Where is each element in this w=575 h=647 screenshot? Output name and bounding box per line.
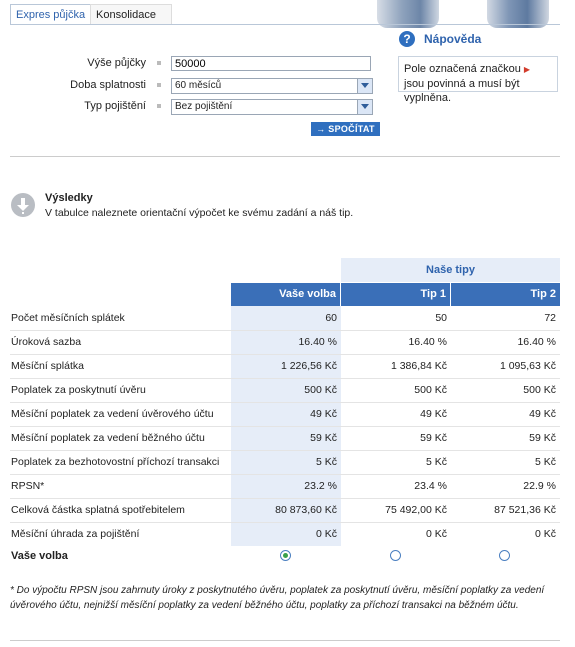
cell-tip-1: 16.40 % <box>408 336 447 348</box>
table-row <box>10 522 560 546</box>
tips-header: Naše tipy <box>341 258 560 282</box>
row-label: Poplatek za bezhotovostní příchozí transakci <box>11 456 220 468</box>
row-label: Měsíční úhrada za pojištění <box>11 528 140 540</box>
cell-your-choice: 16.40 % <box>298 336 337 348</box>
tab-underline <box>10 24 560 25</box>
column-header-tip-2: Tip 2 <box>451 283 560 306</box>
chevron-down-icon[interactable] <box>357 79 372 93</box>
row-label: Měsíční poplatek za vedení úvěrového účtu <box>11 408 214 420</box>
row-label: Měsíční poplatek za vedení běžného účtu <box>11 432 205 444</box>
table-row <box>10 426 560 451</box>
row-label: Celková částka splatná spotřebitelem <box>11 504 185 516</box>
table-row <box>10 354 560 379</box>
cell-tip-1: 75 492,00 Kč <box>385 504 447 516</box>
cell-your-choice: 59 Kč <box>310 432 337 444</box>
required-marker-icon: ▶ <box>523 65 531 74</box>
help-text-after: jsou povinná a musí být vyplněna. <box>404 78 520 104</box>
divider <box>10 640 560 641</box>
radio-tip-1[interactable] <box>390 550 401 561</box>
row-label: Měsíční splátka <box>11 360 84 372</box>
radio-your-choice[interactable] <box>280 550 291 561</box>
cell-tip-2: 49 Kč <box>529 408 556 420</box>
cell-tip-2: 0 Kč <box>534 528 556 540</box>
cell-your-choice: 5 Kč <box>315 456 337 468</box>
table-row <box>10 306 560 331</box>
help-text-before: Pole označená značkou <box>404 63 521 75</box>
results-title: Výsledky <box>45 192 93 204</box>
amount-input[interactable] <box>171 56 371 71</box>
help-title[interactable]: Nápověda <box>424 32 482 46</box>
tab-konsolidace[interactable]: Konsolidace <box>90 4 172 25</box>
table-row <box>10 498 560 523</box>
cell-tip-2: 16.40 % <box>517 336 556 348</box>
radio-tip-2[interactable] <box>499 550 510 561</box>
choice-label: Vaše volba <box>11 550 68 562</box>
divider <box>10 156 560 157</box>
cell-tip-2: 72 <box>544 312 556 324</box>
cell-tip-1: 23.4 % <box>414 480 447 492</box>
help-icon[interactable]: ? <box>399 31 415 47</box>
cell-your-choice: 1 226,56 Kč <box>280 360 337 372</box>
cell-tip-1: 1 386,84 Kč <box>390 360 447 372</box>
cell-tip-2: 59 Kč <box>529 432 556 444</box>
cell-your-choice: 0 Kč <box>315 528 337 540</box>
bullet-icon <box>157 61 161 65</box>
arrow-right-icon: → <box>316 124 326 134</box>
footnote: * Do výpočtu RPSN jsou zahrnuty úroky z poskytnutého úvěru, poplatek za poskytnutí úvěru, měsíční poplatky za vedení úvěrového účtu, nejnižší měsíční poplatky za vedení běžného účtu, poplatky za příchozí transakci na běžném účtu. <box>10 585 545 611</box>
download-icon <box>11 193 35 217</box>
term-select[interactable] <box>171 78 373 94</box>
cell-tip-1: 49 Kč <box>420 408 447 420</box>
row-label: Úroková sazba <box>11 336 82 348</box>
table-row <box>10 378 560 403</box>
cell-your-choice: 500 Kč <box>304 384 337 396</box>
cell-tip-1: 50 <box>435 312 447 324</box>
row-label: Poplatek za poskytnutí úvěru <box>11 384 146 396</box>
table-row <box>10 402 560 427</box>
cell-your-choice: 60 <box>325 312 337 324</box>
cell-tip-2: 1 095,63 Kč <box>499 360 556 372</box>
bullet-icon <box>157 104 161 108</box>
bullet-icon <box>157 83 161 87</box>
term-select-value: 60 měsíců <box>175 80 222 91</box>
column-header-tip-1: Tip 1 <box>341 283 450 306</box>
cell-tip-2: 500 Kč <box>523 384 556 396</box>
cell-tip-1: 5 Kč <box>425 456 447 468</box>
chevron-down-icon[interactable] <box>357 100 372 114</box>
table-row <box>10 474 560 499</box>
table-row <box>10 450 560 475</box>
cell-your-choice: 23.2 % <box>304 480 337 492</box>
results-subtitle: V tabulce naleznete orientační výpočet ke svému zadání a náš tip. <box>45 207 354 219</box>
tab-expres-pujcka[interactable]: Expres půjčka <box>10 4 100 25</box>
cell-your-choice: 49 Kč <box>310 408 337 420</box>
cell-your-choice: 80 873,60 Kč <box>275 504 337 516</box>
cell-tip-1: 59 Kč <box>420 432 447 444</box>
amount-label: Výše půjčky <box>87 57 146 69</box>
cell-tip-2: 22.9 % <box>523 480 556 492</box>
help-box <box>398 56 558 104</box>
row-label: RPSN* <box>11 480 45 492</box>
insurance-select-value: Bez pojištění <box>175 101 233 112</box>
column-header-your-choice: Vaše volba <box>231 283 340 306</box>
cell-tip-1: 0 Kč <box>425 528 447 540</box>
calculate-button[interactable]: → SPOČÍTAT <box>311 122 380 136</box>
cell-tip-1: 500 Kč <box>414 384 447 396</box>
row-label: Počet měsíčních splátek <box>11 312 125 324</box>
cell-tip-2: 5 Kč <box>534 456 556 468</box>
cell-tip-2: 87 521,36 Kč <box>494 504 556 516</box>
table-row <box>10 330 560 355</box>
insurance-label: Typ pojištění <box>84 100 146 112</box>
insurance-select[interactable] <box>171 99 373 115</box>
term-label: Doba splatnosti <box>70 79 146 91</box>
